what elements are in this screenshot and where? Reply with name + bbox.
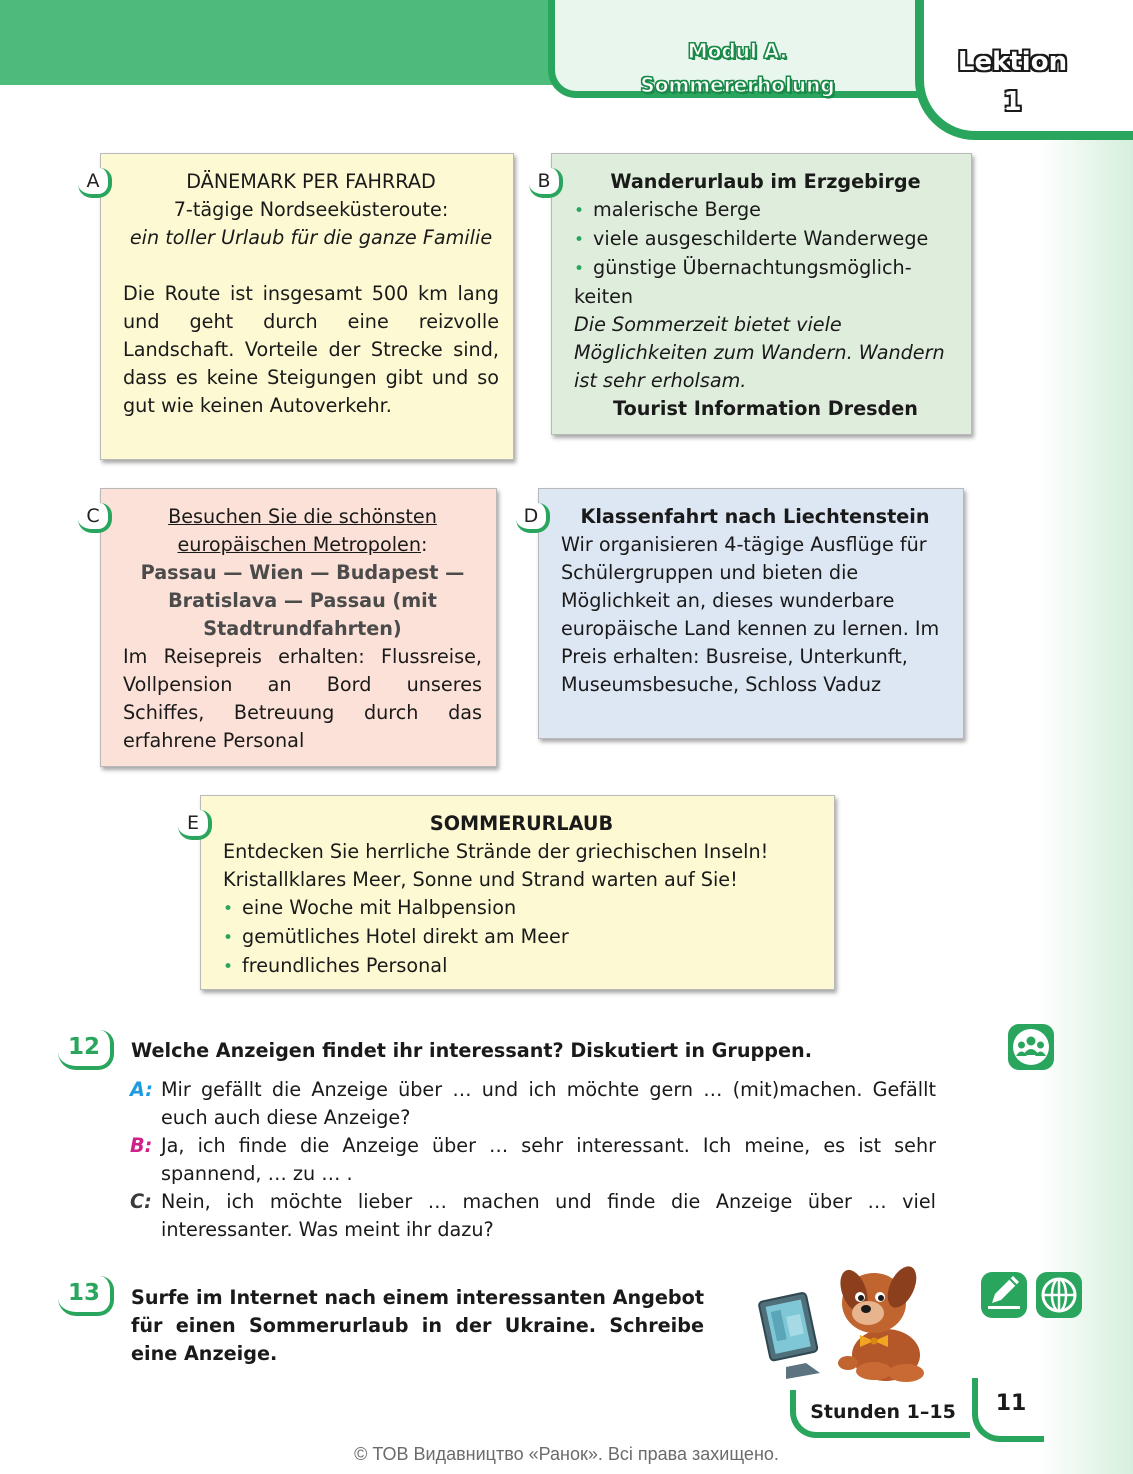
ad-e-bullet-3: • freundliches Personal: [223, 952, 820, 981]
ad-b-bullet-2: • viele ausgeschilderte Wanderwege: [574, 225, 957, 254]
dialog-line-c: [130, 1188, 936, 1244]
exercise-13-title: Surfe im Internet nach einem interessanten Angebot für einen Sommerurlaub in der Ukraine. Schreibe eine Anzeige.: [131, 1286, 704, 1365]
ad-e-bullet-1: • eine Woche mit Halbpension: [223, 894, 820, 923]
ad-e-bullet-2: • gemütliches Hotel direkt am Meer: [223, 923, 820, 952]
ad-b: [551, 153, 972, 435]
ad-a-letter: A: [78, 168, 112, 198]
copyright: © ТОВ Видавництво «Ранок». Всі права захищено.: [354, 1444, 779, 1464]
speaker-c: C:: [130, 1190, 152, 1213]
page-number: 11: [972, 1378, 1044, 1442]
writing-pencil-icon: [981, 1272, 1027, 1318]
ad-b-title: Wanderurlaub im Erzgebirge: [610, 170, 921, 193]
ad-e-body: Entdecken Sie herrliche Strände der griechischen Inseln! Kristallklares Meer, Sonne und Strand warten auf Sie!: [223, 840, 769, 891]
ad-c-letter: C: [78, 503, 112, 533]
ad-c-route: Passau — Wien — Budapest — Bratislava — Passau (mit Stadtrundfahrten): [140, 561, 465, 640]
dialog-line-b-text: Ja, ich finde die Anzeige über … sehr interessant. Ich meine, es ist sehr spannend, … zu … .: [161, 1134, 936, 1185]
ad-d-letter: D: [516, 503, 550, 533]
ad-c: [100, 488, 497, 767]
ad-d: [538, 488, 964, 739]
modul-title: Modul A. Sommererholung: [640, 39, 835, 97]
ad-b-bullet-1: • malerische Berge: [574, 196, 957, 225]
ad-a: [100, 153, 514, 460]
ad-d-title: Klassenfahrt nach Liechtenstein: [580, 505, 930, 528]
ad-c-heading-line: [123, 503, 482, 559]
speaker-a: A:: [130, 1078, 153, 1101]
exercise-13-number: 13: [58, 1276, 114, 1316]
stunden-label: Stunden 1–15: [790, 1390, 970, 1438]
speaker-b: B:: [130, 1134, 153, 1157]
ad-c-heading: Besuchen Sie die schönsten europäischen Metropolen: [168, 505, 437, 556]
exercise-12-dialog: [130, 1076, 936, 1244]
ad-a-title: DÄNEMARK PER FAHRRAD: [186, 170, 436, 193]
ad-a-subtitle: 7-tägige Nordseeküsteroute:: [173, 198, 449, 221]
dialog-line-a: [130, 1076, 936, 1132]
ad-e-letter: E: [178, 810, 212, 840]
internet-globe-icon: [1036, 1272, 1082, 1318]
dialog-line-c-text: Nein, ich möchte lieber … machen und finde die Anzeige über … viel interessanter. Was meint ihr dazu?: [161, 1190, 936, 1241]
exercise-12-title: Welche Anzeigen findet ihr interessant? Diskutiert in Gruppen.: [131, 1039, 812, 1062]
group-work-icon: [1008, 1024, 1054, 1070]
ad-b-sign: Tourist Information Dresden: [613, 397, 918, 420]
ad-c-heading-colon: :: [421, 533, 428, 556]
ad-b-bullet-3: • günstige Übernachtungsmöglichkeiten: [574, 254, 957, 311]
ad-d-body: Wir organisieren 4-tägige Ausflüge für Schülergruppen und bieten die Möglichkeit an, dieses wunderbare europäische Land kennen zu lernen. Im Preis erhalten: Busreise, Unterkunft, Museumsbesuche, Schloss Vaduz: [561, 533, 940, 696]
ad-a-body: Die Route ist insgesamt 500 km lang und geht durch eine reizvolle Landschaft. Vorteile der Strecke sind, dass es keine Steigungen gibt und so gut wie keinen Autoverkehr.: [123, 282, 499, 417]
ad-c-body: Im Reisepreis erhalten: Flussreise, Vollpension an Bord unseres Schiffes, Betreuung durch das erfahrene Personal: [123, 645, 482, 752]
ad-e: [200, 795, 835, 990]
ad-e-title: SOMMERURLAUB: [429, 812, 614, 835]
dog-mascot-icon: [756, 1255, 946, 1390]
header-band: [0, 0, 560, 85]
ad-b-italic: Die Sommerzeit bietet viele Möglichkeiten zum Wandern. Wandern ist sehr erholsam.: [574, 313, 945, 392]
dialog-line-a-text: Mir gefällt die Anzeige über … und ich möchte gern … (mit)machen. Gefällt euch auch diese Anzeige?: [161, 1078, 936, 1129]
ad-b-letter: B: [529, 168, 563, 198]
exercise-12-number: 12: [58, 1030, 114, 1070]
dialog-line-b: [130, 1132, 936, 1188]
page-side-gradient: [1038, 0, 1133, 1474]
ad-a-slogan: ein toller Urlaub für die ganze Familie: [129, 226, 493, 249]
lektion-title: Lektion 1: [957, 47, 1068, 117]
